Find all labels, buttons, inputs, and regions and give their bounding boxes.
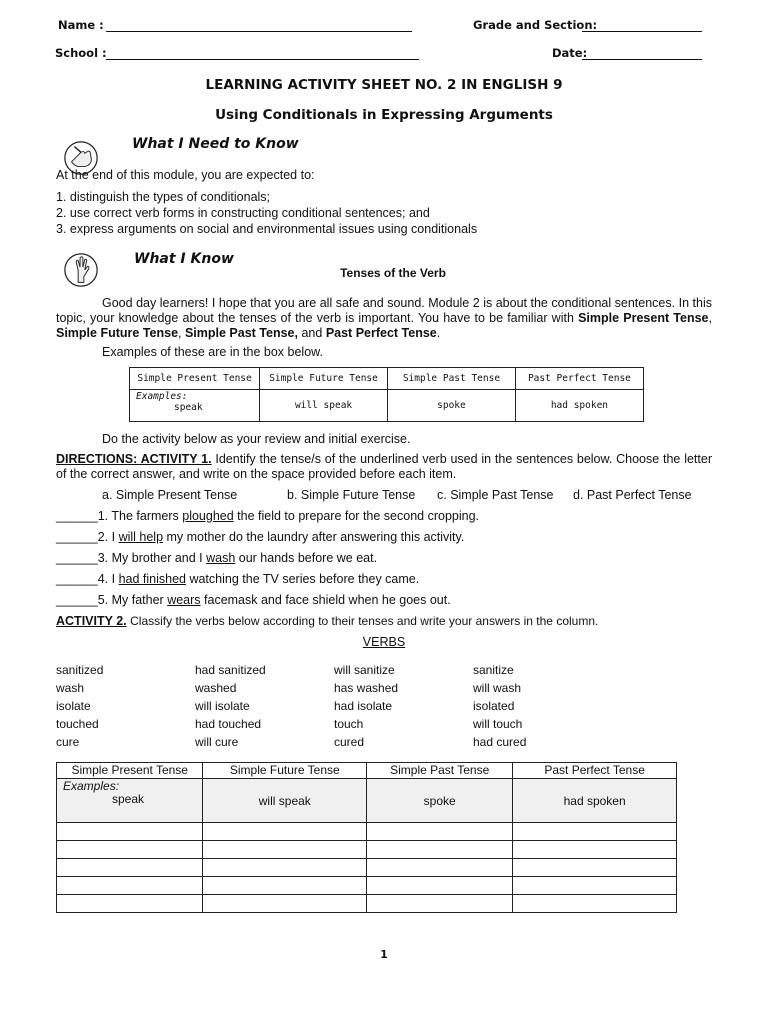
grade-label: Grade and Section:: [473, 18, 598, 32]
answer-blank[interactable]: ______: [56, 509, 98, 523]
table-cell: will speak: [260, 390, 388, 422]
and-text: and: [301, 326, 323, 340]
verb-word: has washed: [334, 681, 399, 695]
choice-a: a. Simple Present Tense: [102, 488, 238, 502]
verbs-heading: [0, 635, 768, 650]
answer-cell[interactable]: [513, 841, 677, 859]
activity1-instructions: Identify the tense/s of the underlined verb used in the sentences below. Choose the letter of the correct answer, and write on the space provided before each item.: [56, 452, 712, 481]
list-item: [56, 530, 464, 545]
table-cell: [130, 390, 260, 422]
table-header: Simple Future Tense: [260, 368, 388, 390]
name-label: Name :: [58, 18, 104, 32]
objective-1: 1. distinguish the types of conditionals;: [56, 190, 271, 204]
answer-cell[interactable]: [367, 859, 513, 877]
verb-word: will sanitize: [334, 663, 395, 677]
item-text: watching the TV series before they came.: [185, 572, 420, 586]
date-blank[interactable]: [582, 59, 702, 60]
verb-word: cured: [334, 735, 365, 749]
answer-cell[interactable]: [203, 823, 367, 841]
verb-word: will touch: [473, 717, 523, 731]
list-item: [56, 572, 419, 587]
example-value: speak: [112, 792, 145, 806]
list-item: [56, 593, 451, 608]
verb-word: will wash: [473, 681, 522, 695]
table-header: Past Perfect Tense: [515, 368, 643, 390]
choice-c: c. Simple Past Tense: [437, 488, 554, 502]
list-item: [56, 551, 377, 566]
answer-cell[interactable]: [203, 877, 367, 895]
verb-word: sanitized: [56, 663, 104, 677]
review-note: Do the activity below as your review and initial exercise.: [102, 432, 411, 446]
school-blank[interactable]: [106, 59, 419, 60]
answer-cell[interactable]: [367, 823, 513, 841]
table-cell: will speak: [203, 779, 367, 823]
page-subtitle: Using Conditionals in Expressing Arguments: [215, 107, 553, 123]
answer-cell[interactable]: [203, 895, 367, 913]
page-title: LEARNING ACTIVITY SHEET NO. 2 IN ENGLISH 9: [205, 77, 563, 93]
answer-cell[interactable]: [57, 859, 203, 877]
answer-blank[interactable]: ______: [56, 572, 98, 586]
tenses-subheading: Tenses of the Verb: [340, 266, 446, 280]
answer-blank[interactable]: ______: [56, 551, 98, 565]
verbs-column-3: [334, 661, 398, 751]
answer-cell[interactable]: [203, 841, 367, 859]
table-header: Simple Present Tense: [130, 368, 260, 390]
table-header: Simple Present Tense: [57, 763, 203, 779]
verbs-column-1: [56, 661, 103, 751]
intro-text: Good day learners! I hope that you are all safe and sound. Module 2 is about the conditional sentences. In this topic, your knowledge about the tenses of the verb is important. You have to be familiar with: [56, 296, 712, 325]
what-i-know-heading: What I Know: [134, 251, 234, 267]
item-text: 4. I: [97, 572, 119, 586]
examples-label: Examples:: [63, 779, 120, 793]
verb-word: touched: [56, 717, 99, 731]
answer-table: [56, 762, 677, 913]
tense-term: Simple Past Tense,: [184, 326, 298, 340]
verb-word: washed: [195, 681, 237, 695]
answer-blank[interactable]: ______: [56, 593, 98, 607]
school-label: School :: [55, 46, 107, 60]
verb-word: touch: [334, 717, 364, 731]
answer-cell[interactable]: [513, 823, 677, 841]
name-blank[interactable]: [106, 31, 412, 32]
table-row: [57, 823, 677, 841]
date-label: Date:: [552, 46, 588, 60]
activity2-label: ACTIVITY 2.: [56, 614, 127, 628]
tense-term: Past Perfect Tense: [325, 326, 437, 340]
grade-blank[interactable]: [582, 31, 702, 32]
answer-cell[interactable]: [513, 877, 677, 895]
activity2-instructions: Classify the verbs below according to their tenses and write your answers in the column.: [130, 614, 599, 628]
list-item: [56, 509, 479, 524]
underlined-verb: wash: [206, 551, 236, 565]
verb-word: had isolate: [334, 699, 393, 713]
verb-word: isolated: [473, 699, 515, 713]
table-row: [57, 859, 677, 877]
activity1-directions: [56, 452, 712, 482]
verbs-column-4: [473, 661, 526, 751]
verb-word: sanitize: [473, 663, 514, 677]
example-value: speak: [174, 402, 203, 413]
answer-cell[interactable]: [513, 859, 677, 877]
table-row: [57, 877, 677, 895]
objective-3: 3. express arguments on social and environmental issues using conditionals: [56, 222, 478, 236]
item-text: my mother do the laundry after answering this activity.: [163, 530, 465, 544]
item-text: the field to prepare for the second cropping.: [233, 509, 479, 523]
verb-word: cure: [56, 735, 80, 749]
answer-cell[interactable]: [367, 877, 513, 895]
need-to-know-heading: What I Need to Know: [132, 136, 299, 152]
tense-term: Simple Present Tense: [578, 311, 709, 325]
answer-cell[interactable]: [57, 877, 203, 895]
examples-label: Examples:: [136, 391, 188, 402]
table-header: Past Perfect Tense: [513, 763, 677, 779]
verbs-column-2: [195, 661, 266, 751]
examples-note: Examples of these are in the box below.: [102, 345, 323, 359]
answer-cell[interactable]: [203, 859, 367, 877]
verb-word: wash: [56, 681, 85, 695]
underlined-verb: will help: [118, 530, 164, 544]
verb-word: had cured: [473, 735, 527, 749]
activity2-directions: [56, 614, 598, 629]
item-text: 5. My father: [97, 593, 168, 607]
intro-paragraph: Good day learners! I hope that you are all safe and sound. Module 2 is about the conditional sentences. In this topic, your knowledge about the tenses of the verb is important. You have to be familiar with Simple Present Tense, Simple Future Tense, Simple Past Tense, and Past Perfect Tense.: [56, 296, 712, 340]
objectives-intro: At the end of this module, you are expected to:: [56, 168, 315, 182]
activity1-label: DIRECTIONS: ACTIVITY 1.: [56, 452, 212, 466]
verb-word: isolate: [56, 699, 91, 713]
table-cell: had spoken: [513, 779, 677, 823]
item-text: 1. The farmers: [97, 509, 183, 523]
answer-cell[interactable]: [367, 895, 513, 913]
table-header: Simple Past Tense: [387, 368, 515, 390]
item-text: facemask and face shield when he goes out.: [200, 593, 451, 607]
table-row: [57, 895, 677, 913]
item-text: our hands before we eat.: [235, 551, 378, 565]
answer-cell[interactable]: [57, 823, 203, 841]
table-row: [57, 841, 677, 859]
choice-b: b. Simple Future Tense: [287, 488, 416, 502]
verb-word: had sanitized: [195, 663, 266, 677]
underlined-verb: had finished: [118, 572, 186, 586]
verb-word: had touched: [195, 717, 262, 731]
answer-cell[interactable]: [57, 841, 203, 859]
tense-term: Simple Future Tense: [56, 326, 179, 340]
verbs-heading-text: VERBS: [362, 635, 406, 649]
table-header: Simple Future Tense: [203, 763, 367, 779]
answer-cell[interactable]: [367, 841, 513, 859]
table-cell: [57, 779, 203, 823]
table-cell: spoke: [367, 779, 513, 823]
choice-d: d. Past Perfect Tense: [573, 488, 692, 502]
table-cell: spoke: [387, 390, 515, 422]
tense-examples-table: [129, 367, 644, 422]
underlined-verb: wears: [167, 593, 201, 607]
underlined-verb: ploughed: [182, 509, 234, 523]
answer-blank[interactable]: ______: [56, 530, 98, 544]
table-cell: had spoken: [515, 390, 643, 422]
item-text: 2. I: [97, 530, 119, 544]
answer-cell[interactable]: [57, 895, 203, 913]
verb-word: will isolate: [195, 699, 250, 713]
verb-word: will cure: [195, 735, 239, 749]
objective-2: 2. use correct verb forms in constructing conditional sentences; and: [56, 206, 430, 220]
item-text: 3. My brother and I: [97, 551, 207, 565]
table-header: Simple Past Tense: [367, 763, 513, 779]
answer-cell[interactable]: [513, 895, 677, 913]
page-number: 1: [380, 948, 388, 961]
